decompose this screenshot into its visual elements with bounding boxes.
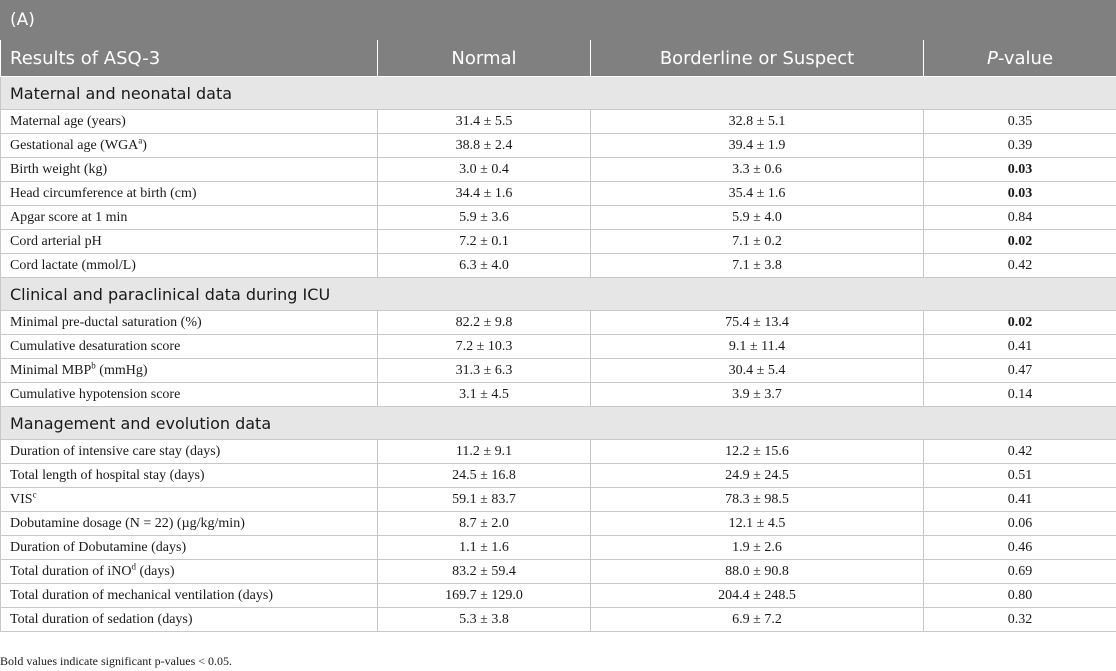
table-row: [1, 206, 1116, 230]
header-p-italic: P: [986, 47, 998, 69]
header-normal: Normal: [378, 40, 591, 77]
borderline-value: 12.1 ± 4.5: [591, 512, 924, 536]
row-label: [1, 464, 378, 488]
table-row: [1, 512, 1116, 536]
p-value: 0.42: [924, 254, 1116, 278]
borderline-value: 39.4 ± 1.9: [591, 134, 924, 158]
row-label: [1, 512, 378, 536]
normal-value: 31.3 ± 6.3: [378, 359, 591, 383]
p-value: 0.06: [924, 512, 1116, 536]
p-value: 0.41: [924, 488, 1116, 512]
borderline-value: 3.9 ± 3.7: [591, 383, 924, 407]
borderline-value: 24.9 ± 24.5: [591, 464, 924, 488]
row-label-text: Cumulative hypotension score: [10, 386, 181, 402]
row-label: [1, 488, 378, 512]
table-header-row: [1, 40, 1116, 77]
footnote-marker: a: [138, 134, 143, 145]
p-value: 0.39: [924, 134, 1116, 158]
normal-value: 1.1 ± 1.6: [378, 536, 591, 560]
normal-value: 3.0 ± 0.4: [378, 158, 591, 182]
p-value: 0.41: [924, 335, 1116, 359]
normal-value: 83.2 ± 59.4: [378, 560, 591, 584]
borderline-value: 75.4 ± 13.4: [591, 311, 924, 335]
table-row: [1, 110, 1116, 134]
p-value: 0.47: [924, 359, 1116, 383]
borderline-value: 35.4 ± 1.6: [591, 182, 924, 206]
row-label: [1, 206, 378, 230]
p-value: 0.03: [924, 182, 1116, 206]
normal-value: 82.2 ± 9.8: [378, 311, 591, 335]
row-label-text: Total length of hospital stay (days): [10, 467, 205, 483]
row-label-text: VIS: [10, 491, 33, 507]
row-label: [1, 359, 378, 383]
row-label: [1, 536, 378, 560]
p-value: 0.80: [924, 584, 1116, 608]
row-label-suffix: (mmHg): [95, 362, 148, 378]
borderline-value: 3.3 ± 0.6: [591, 158, 924, 182]
table-panel-row: [1, 1, 1116, 40]
header-borderline: Borderline or Suspect: [591, 40, 924, 77]
borderline-value: 12.2 ± 15.6: [591, 440, 924, 464]
borderline-value: 6.9 ± 7.2: [591, 608, 924, 632]
row-label-text: Head circumference at birth (cm): [10, 185, 197, 201]
borderline-value: 5.9 ± 4.0: [591, 206, 924, 230]
footnote-marker: c: [32, 488, 37, 499]
table-row: [1, 182, 1116, 206]
row-label-text: Minimal pre-ductal saturation (%): [10, 314, 202, 330]
borderline-value: 1.9 ± 2.6: [591, 536, 924, 560]
normal-value: 31.4 ± 5.5: [378, 110, 591, 134]
row-label-text: Cord lactate (mmol/L): [10, 257, 136, 273]
p-value: 0.35: [924, 110, 1116, 134]
section-header-row: [1, 407, 1116, 440]
section-header-row: [1, 278, 1116, 311]
panel-label: (A): [1, 1, 1116, 40]
normal-value: 7.2 ± 10.3: [378, 335, 591, 359]
table-row: [1, 230, 1116, 254]
row-label-text: Cord arterial pH: [10, 233, 102, 249]
normal-value: 5.3 ± 3.8: [378, 608, 591, 632]
section-header-row: [1, 77, 1116, 110]
section-title: Maternal and neonatal data: [1, 77, 1116, 110]
row-label: [1, 134, 378, 158]
header-p-value: [924, 40, 1116, 77]
header-results: Results of ASQ-3: [1, 40, 378, 77]
row-label-text: Total duration of iNO: [10, 563, 132, 579]
table-row: [1, 311, 1116, 335]
borderline-value: 88.0 ± 90.8: [591, 560, 924, 584]
p-value: 0.03: [924, 158, 1116, 182]
normal-value: 11.2 ± 9.1: [378, 440, 591, 464]
row-label: [1, 311, 378, 335]
table-row: [1, 584, 1116, 608]
row-label-suffix: (days): [136, 563, 175, 579]
row-label-text: Duration of Dobutamine (days): [10, 539, 187, 555]
row-label: [1, 383, 378, 407]
row-label-text: Total duration of mechanical ventilation (days): [10, 587, 273, 603]
row-label-text: Minimal MBP: [10, 362, 92, 378]
row-label: [1, 182, 378, 206]
row-label: [1, 440, 378, 464]
section-title: Clinical and paraclinical data during ICU: [1, 278, 1116, 311]
borderline-value: 32.8 ± 5.1: [591, 110, 924, 134]
borderline-value: 204.4 ± 248.5: [591, 584, 924, 608]
row-label-text: Maternal age (years): [10, 113, 126, 129]
normal-value: 7.2 ± 0.1: [378, 230, 591, 254]
table-row: [1, 134, 1116, 158]
row-label-text: Birth weight (kg): [10, 161, 108, 177]
header-p-suffix: -value: [997, 47, 1054, 69]
footnote-marker: d: [131, 560, 136, 571]
section-title: Management and evolution data: [1, 407, 1116, 440]
row-label: [1, 335, 378, 359]
row-label-text: Gestational age (WGA: [10, 137, 139, 153]
row-label: [1, 560, 378, 584]
table-row: [1, 560, 1116, 584]
p-value: 0.46: [924, 536, 1116, 560]
table-row: [1, 335, 1116, 359]
borderline-value: 78.3 ± 98.5: [591, 488, 924, 512]
borderline-value: 9.1 ± 11.4: [591, 335, 924, 359]
normal-value: 5.9 ± 3.6: [378, 206, 591, 230]
normal-value: 38.8 ± 2.4: [378, 134, 591, 158]
table-row: [1, 383, 1116, 407]
row-label: [1, 110, 378, 134]
p-value: 0.51: [924, 464, 1116, 488]
p-value: 0.32: [924, 608, 1116, 632]
row-label-suffix: ): [142, 137, 147, 153]
normal-value: 8.7 ± 2.0: [378, 512, 591, 536]
row-label-text: Dobutamine dosage (N = 22) (µg/kg/min): [10, 515, 245, 531]
row-label: [1, 254, 378, 278]
normal-value: 3.1 ± 4.5: [378, 383, 591, 407]
table-row: [1, 464, 1116, 488]
row-label-text: Total duration of sedation (days): [10, 611, 193, 627]
p-value: 0.69: [924, 560, 1116, 584]
table-footnote: Bold values indicate significant p-values < 0.05.: [0, 654, 233, 668]
table-row: [1, 488, 1116, 512]
borderline-value: 30.4 ± 5.4: [591, 359, 924, 383]
table-row: [1, 254, 1116, 278]
p-value: 0.84: [924, 206, 1116, 230]
table-row: [1, 158, 1116, 182]
table-row: [1, 359, 1116, 383]
footnote-marker: b: [91, 359, 96, 370]
row-label: [1, 608, 378, 632]
row-label-text: Cumulative desaturation score: [10, 338, 181, 354]
row-label: [1, 230, 378, 254]
row-label-text: Duration of intensive care stay (days): [10, 443, 221, 459]
borderline-value: 7.1 ± 0.2: [591, 230, 924, 254]
p-value: 0.14: [924, 383, 1116, 407]
table-row: [1, 536, 1116, 560]
row-label: [1, 584, 378, 608]
normal-value: 6.3 ± 4.0: [378, 254, 591, 278]
row-label: [1, 158, 378, 182]
table-row: [1, 440, 1116, 464]
p-value: 0.42: [924, 440, 1116, 464]
normal-value: 34.4 ± 1.6: [378, 182, 591, 206]
normal-value: 59.1 ± 83.7: [378, 488, 591, 512]
table-row: [1, 608, 1116, 632]
p-value: 0.02: [924, 230, 1116, 254]
borderline-value: 7.1 ± 3.8: [591, 254, 924, 278]
normal-value: 169.7 ± 129.0: [378, 584, 591, 608]
row-label-text: Apgar score at 1 min: [10, 209, 128, 225]
normal-value: 24.5 ± 16.8: [378, 464, 591, 488]
p-value: 0.02: [924, 311, 1116, 335]
